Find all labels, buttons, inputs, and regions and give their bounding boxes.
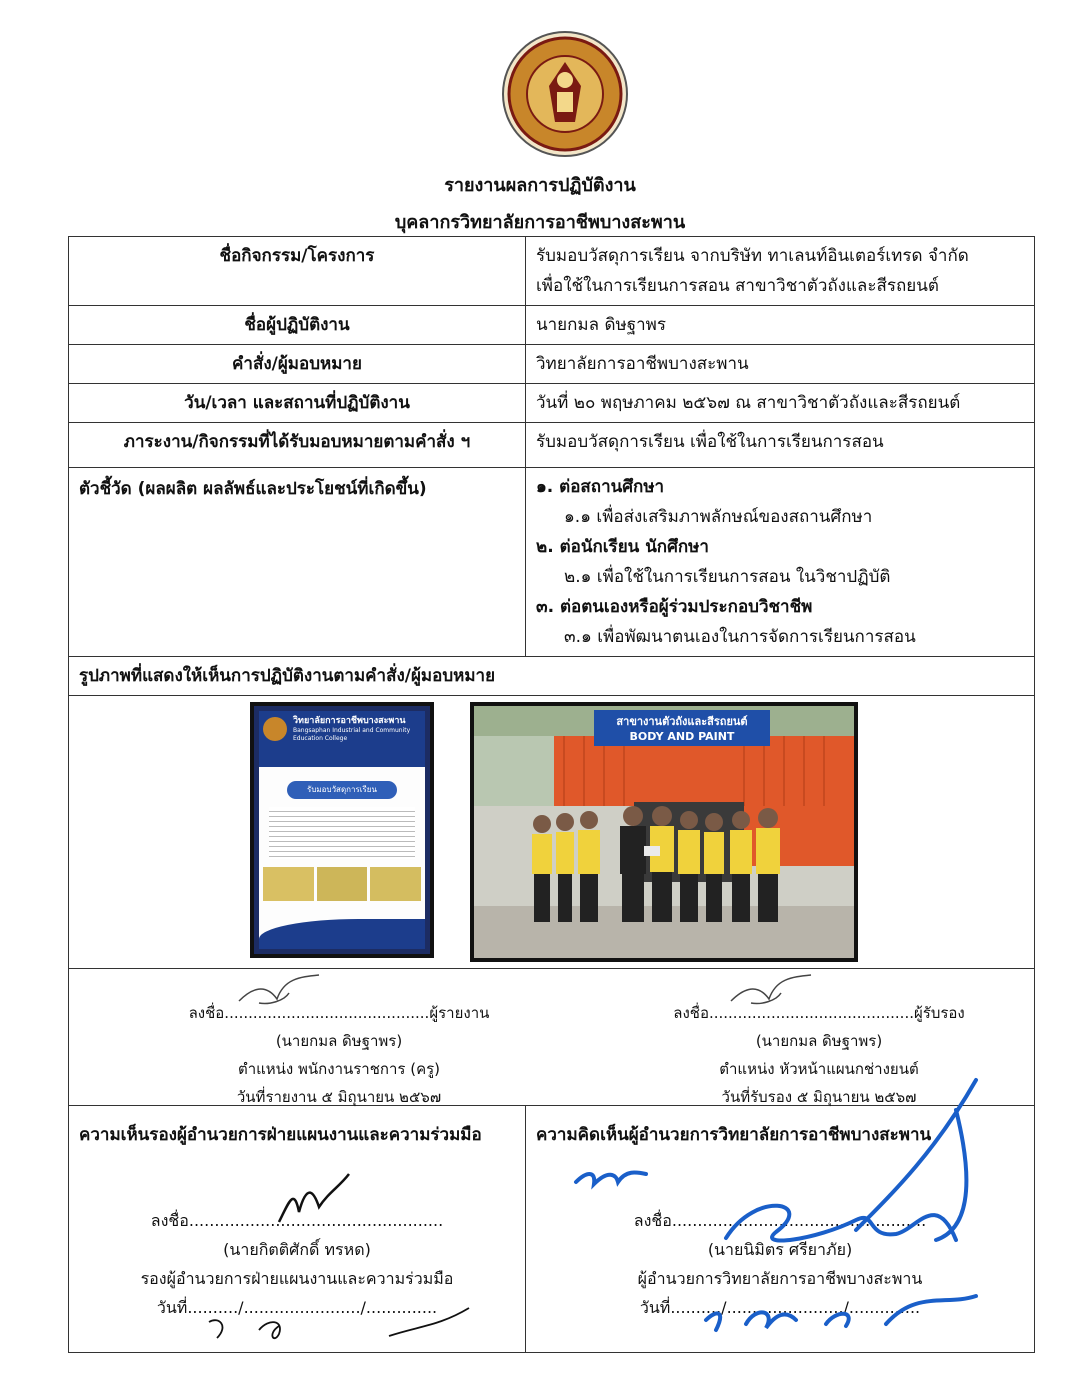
poster-header [259,711,425,767]
reporter-date: วันที่รายงาน ๕ มิถุนายน ๒๕๖๗ [236,1088,442,1106]
director-name: (นายนิมิตร ศรียาภัย) [707,1240,853,1259]
deputy-opinion [79,1120,515,1352]
order-value: วิทยาลัยการอาชีพบางสะพาน [526,345,1035,384]
report-title: รายงานผลการปฏิบัติงาน [444,175,636,196]
director-opinion-title: ความคิดเห็นผู้อำนวยการวิทยาลัยการอาชีพบางสะพาน [536,1125,932,1145]
director-position: ผู้อำนวยการวิทยาลัยการอาชีพบางสะพาน [637,1269,923,1288]
opinion-row [69,1106,1035,1353]
reporter-signature-block [129,999,549,1111]
handover-group-photo [470,702,858,962]
indicators-label: ตัวชี้วัด (ผลผลิต ผลลัพธ์และประโยชน์ที่เกิดขึ้น) [69,468,526,657]
reporter-position: ตำแหน่ง พนักงานราชการ (ครู) [237,1060,441,1078]
reporter-sign-line: ลงชื่อ...........................................ผู้รายงาน [188,1004,490,1022]
datetime-value: วันที่ ๒๐ พฤษภาคม ๒๕๖๗ ณ สาขาวิชาตัวถังและสีรถยนต์ [526,384,1035,423]
order-row [69,345,1035,384]
order-label: คำสั่ง/ผู้มอบหมาย [69,345,526,384]
deputy-position: รองผู้อำนวยการฝ่ายแผนงานและความร่วมมือ [140,1269,454,1288]
poster-header-title: วิทยาลัยการอาชีพบางสะพาน [293,716,406,726]
indicator-heading-1: ๑. ต่อสถานศึกษา [536,477,665,497]
poster-seal-icon [263,717,287,741]
workshop-sign [598,714,766,744]
poster-footer [259,919,425,949]
college-seal-logo [501,30,629,158]
deputy-sign-line: ลงชื่อ.................................................. [150,1211,444,1230]
indicator-item-1: ๑.๑ เพื่อส่งเสริมภาพลักษณ์ของสถานศึกษา [564,507,873,527]
indicator-item-3: ๓.๑ เพื่อพัฒนาตนเองในการจัดการเรียนการสอน [564,627,916,647]
poster-thumb-1 [263,867,314,901]
poster-body-text [269,807,415,859]
deputy-name: (นายกิตติศักดิ์ ทรหด) [223,1240,371,1259]
report-table [68,236,1035,1353]
activity-row [69,237,1035,306]
director-date: วันที่........../......................./.............. [639,1298,921,1317]
photos-label: รูปภาพที่แสดงให้เห็นการปฏิบัติงานตามคำสั่ง/ผู้มอบหมาย [69,657,1035,696]
director-sign-line: ลงชื่อ.................................................. [633,1211,927,1230]
indicator-heading-2: ๒. ต่อนักเรียน นักศึกษา [536,537,709,557]
report-subtitle: บุคลากรวิทยาลัยการอาชีพบางสะพาน [394,212,686,233]
deputy-handwritten-signature [269,1172,369,1232]
poster-header-subtitle: Bangsaphan Industrial and Community Education College [293,727,411,742]
deputy-date: วันที่........../......................./.............. [156,1298,438,1317]
poster-thumb-2 [317,867,368,901]
indicator-item-2: ๒.๑ เพื่อใช้ในการเรียนการสอน ในวิชาปฏิบัติ [564,567,891,587]
indicators-row [69,468,1035,657]
poster-thumbnails [263,867,421,901]
certifier-name: (นายกมล ดิษฐาพร) [755,1032,883,1050]
datetime-label: วัน/เวลา และสถานที่ปฏิบัติงาน [69,384,526,423]
poster-banner: รับมอบวัสดุการเรียน [287,781,397,799]
certifier-date: วันที่รับรอง ๕ มิถุนายน ๒๕๖๗ [721,1088,917,1106]
certifier-position: ตำแหน่ง หัวหน้าแผนกช่างยนต์ [719,1060,919,1078]
activity-value-line1: รับมอบวัสดุการเรียน จากบริษัท ทาเลนท์อินเตอร์เทรด จำกัด [536,246,969,266]
certifier-handwritten-signature [721,971,821,1011]
indicators-list [526,468,1035,657]
deputy-opinion-title: ความเห็นรองผู้อำนวยการฝ่ายแผนงานและความร่วมมือ [79,1125,482,1145]
director-handwritten-approval [556,1070,1036,1352]
datetime-row [69,384,1035,423]
performer-value: นายกมล ดิษฐาพร [526,306,1035,345]
activity-label: ชื่อกิจกรรม/โครงการ [69,237,526,306]
photos-area [69,696,1034,968]
deputy-handwritten-date [189,1296,509,1352]
performer-row [69,306,1035,345]
reporter-handwritten-signature [229,971,329,1011]
certifier-sign-line: ลงชื่อ...........................................ผู้รับรอง [673,1004,965,1022]
activity-value-line2: เพื่อใช้ในการเรียนการสอน สาขาวิชาตัวถังและสีรถยนต์ [536,276,939,296]
task-label: ภาระงาน/กิจกรรมที่ได้รับมอบหมายตามคำสั่ง ฯ [69,423,526,468]
indicator-heading-3: ๓. ต่อตนเองหรือผู้ร่วมประกอบวิชาชีพ [536,597,813,617]
workshop-sign-english: BODY AND PAINT [629,730,735,743]
reporter-name: (นายกมล ดิษฐาพร) [275,1032,403,1050]
performer-label: ชื่อผู้ปฏิบัติงาน [69,306,526,345]
task-value: รับมอบวัสดุการเรียน เพื่อใช้ในการเรียนการสอน [526,423,1035,468]
photos-label-row [69,657,1035,696]
poster-thumb-3 [370,867,421,901]
workshop-sign-thai: สาขางานตัวถังและสีรถยนต์ [616,715,748,728]
photos-row [69,696,1035,969]
task-row [69,423,1035,468]
news-poster-image [250,702,434,958]
director-opinion [536,1120,1024,1352]
activity-value [526,237,1035,306]
